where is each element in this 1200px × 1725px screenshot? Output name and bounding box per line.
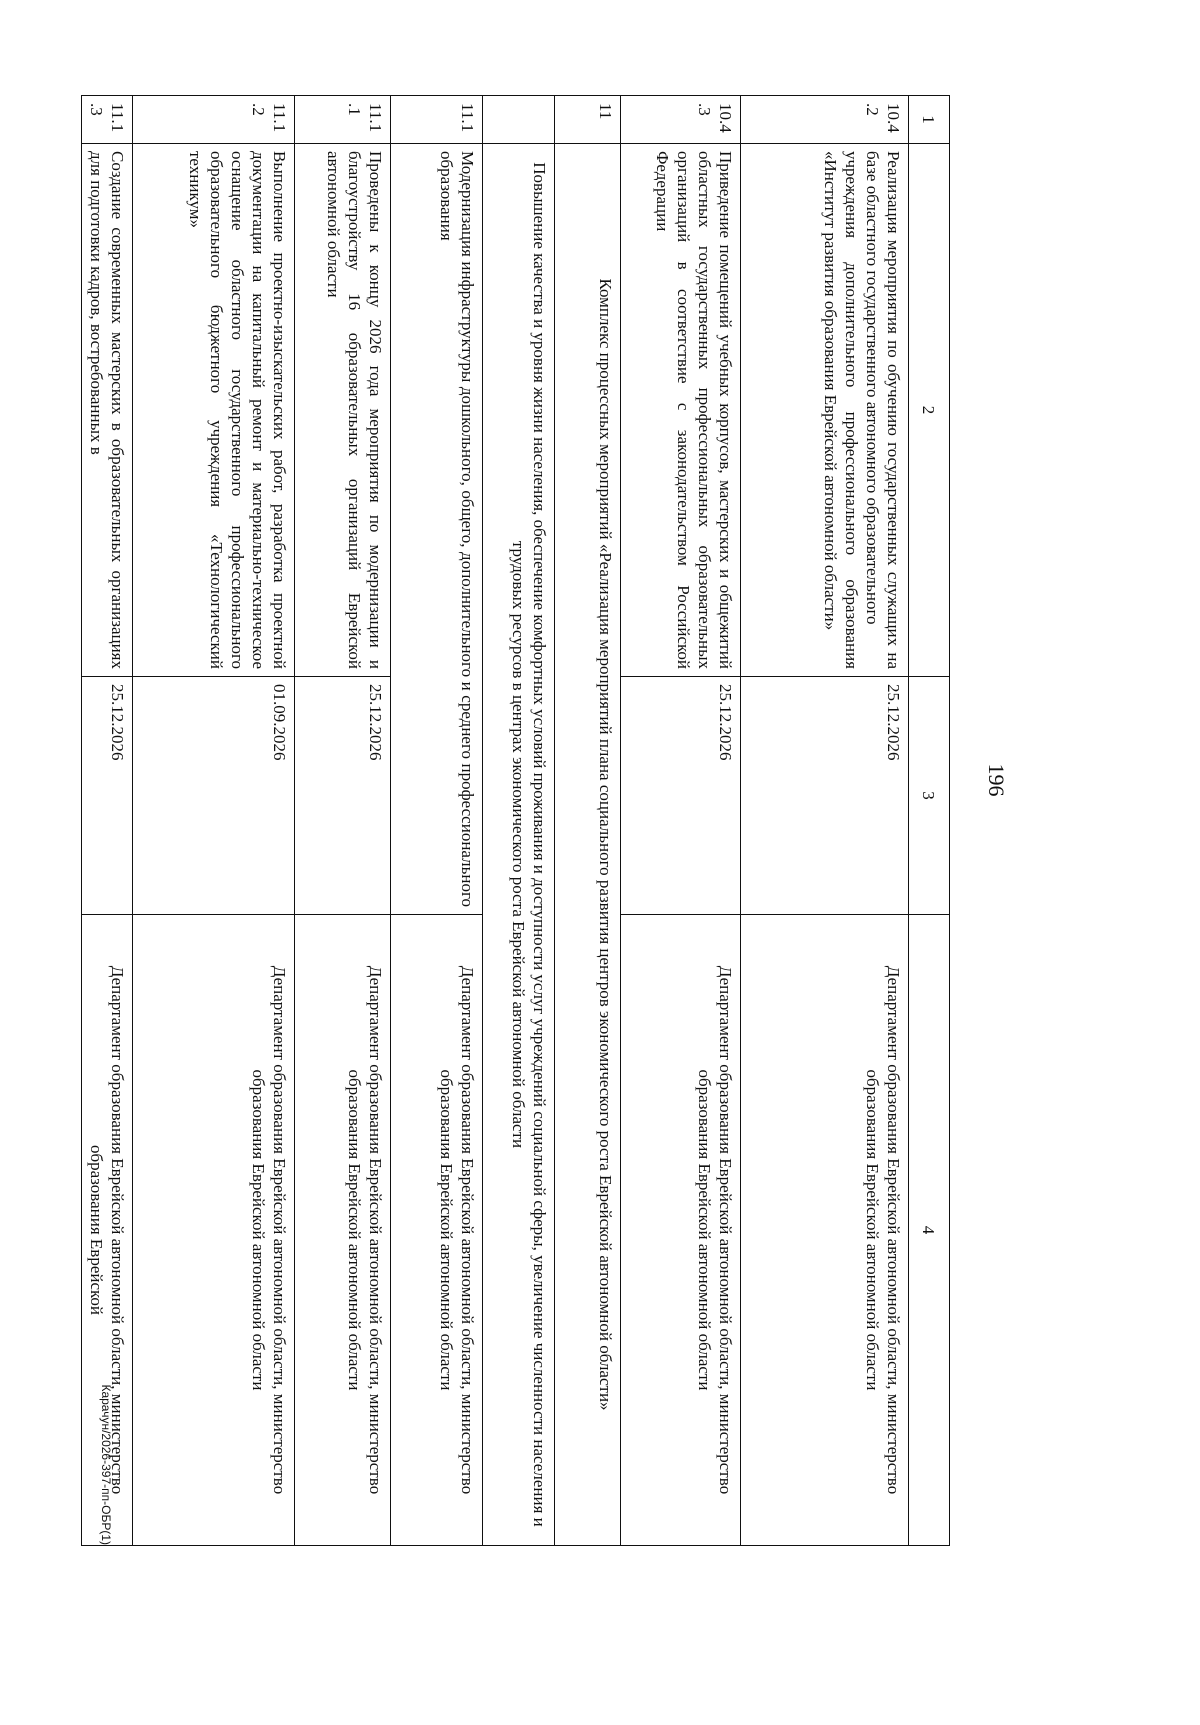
row-number: 11.1.2 — [133, 96, 295, 144]
row-description — [82, 144, 133, 677]
description-part: Реализация мероприятия по обучению государственных служащих на базе областного государственного автономного образовательного — [863, 151, 903, 669]
row-responsible: Департамент образования Еврейской автономной области, министерство образования Еврейской автономной области — [133, 915, 295, 1546]
description-part: Приведение помещений учебных корпусов, мастерских и общежитий областных государственных профессиональных образовательных организаций в соответствие с законодательством Российской Федерации — [653, 151, 735, 669]
description-part: учреждения дополнительного профессионального образования «Институт развития образования Еврейской автономной области» — [821, 151, 861, 669]
description-part: Выполнение проектно-изыскательских работ, разработка проектной документации на капитальный ремонт и материально-техническое оснащение областного государственного профессионального образовательного бюджетного учреждения «Технологический техникум» — [186, 151, 289, 669]
goal-row — [483, 96, 555, 1546]
row-responsible: Департамент образования Еврейской автономной области, министерство образования Еврейской автономной области — [741, 915, 909, 1546]
row-responsible: Департамент образования Еврейской автономной области, министерство образования Еврейской автономной области — [295, 915, 391, 1546]
description-part: Создание современных мастерских в образовательных организациях для подготовки кадров, востребованных в — [87, 151, 127, 669]
row-responsible: Департамент образования Еврейской автономной области, министерство образования Еврейской автономной области — [621, 915, 741, 1546]
row-number: 11.1.3 — [82, 96, 133, 144]
section-row — [555, 96, 621, 1546]
row-number: 10.4.3 — [621, 96, 741, 144]
row-number: 11.1.1 — [295, 96, 391, 144]
table-row — [295, 96, 391, 1546]
row-description — [621, 144, 741, 677]
table-row — [741, 96, 909, 1546]
table-row — [133, 96, 295, 1546]
goal-text: Повышение качества и уровня жизни населения, обеспечение комфортных условий проживания и доступности услуг учреждений социальной сферы, увеличение численности населения и трудовых ресурсов в центрах экономического роста Еврейской автономной области — [483, 144, 555, 1546]
task-description: Модернизация инфраструктуры дошкольного, общего, дополнительного и среднего профессионального образования — [391, 144, 483, 915]
row-description — [295, 144, 391, 677]
row-number: 11.1 — [391, 96, 483, 144]
row-date: 25.12.2026 — [295, 677, 391, 915]
row-responsible: Департамент образования Еврейской автономной области, министерство образования Еврейской автономной области — [391, 915, 483, 1546]
row-date: 25.12.2026 — [741, 677, 909, 915]
section-title: Комплекс процессных мероприятий «Реализация мероприятий плана социального развития центров экономического роста Еврейской автономной области» — [555, 144, 621, 1546]
row-date: 01.09.2026 — [133, 677, 295, 915]
plan-table — [81, 95, 950, 1546]
header-cell: 3 — [909, 677, 950, 915]
row-date: 25.12.2026 — [621, 677, 741, 915]
rotated-page — [87, 95, 1155, 1545]
row-date: 25.12.2026 — [82, 677, 133, 915]
table-header-row — [909, 96, 950, 1546]
document-footer-code: Карачун/2026-397-пп-ОБР(1) — [99, 1384, 113, 1545]
header-cell: 2 — [909, 144, 950, 677]
row-description — [741, 144, 909, 677]
header-cell: 4 — [909, 915, 950, 1546]
task-row — [391, 96, 483, 1546]
row-number: 10.4.2 — [741, 96, 909, 144]
row-description — [133, 144, 295, 677]
page-number: 196 — [984, 763, 1009, 797]
header-cell: 1 — [909, 96, 950, 144]
goal-number-empty — [483, 96, 555, 144]
table-row — [621, 96, 741, 1546]
row-responsible: Департамент образования Еврейской автономной области, министерство образования Еврейской — [82, 915, 133, 1546]
section-number: 11 — [555, 96, 621, 144]
description-part: Проведены к концу 2026 года мероприятия по модернизации и благоустройству 16 образовательных организаций Еврейской автономной области — [324, 151, 385, 669]
